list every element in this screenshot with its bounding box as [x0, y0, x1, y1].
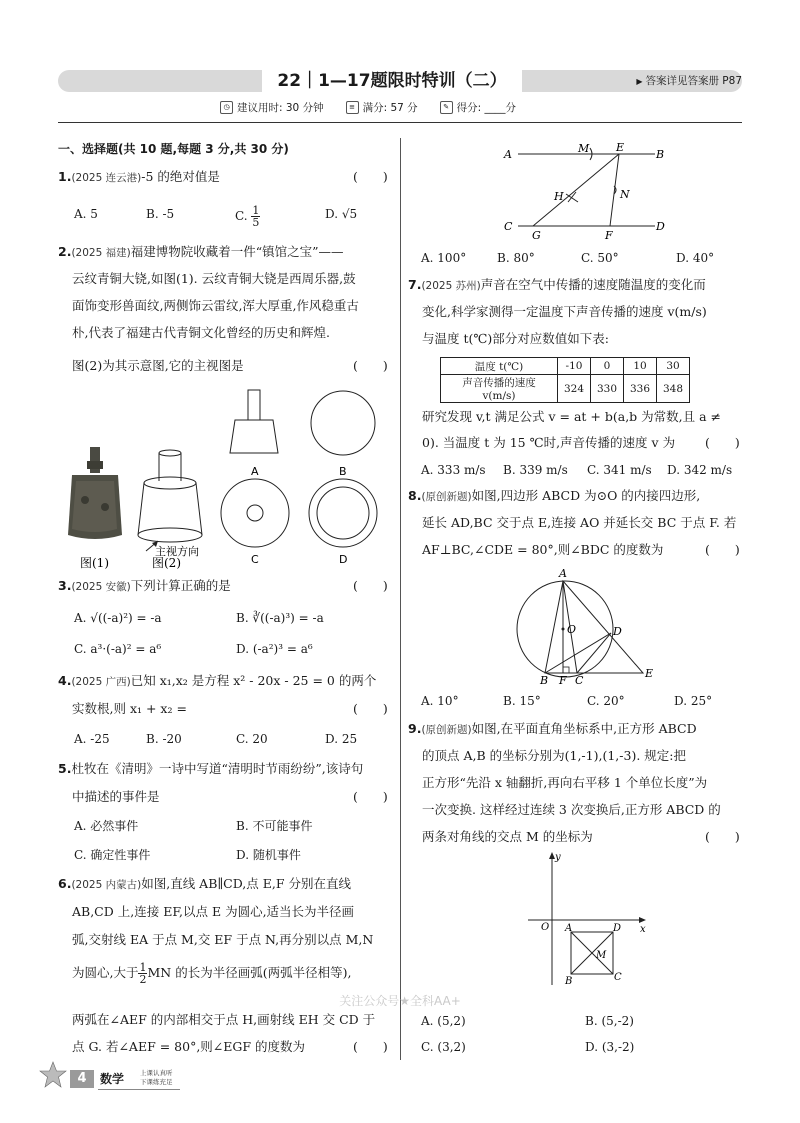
q4-option-c: C. 20: [236, 732, 268, 746]
q9-figure: [525, 850, 650, 990]
full-score: 满分: 57 分: [362, 101, 418, 114]
q1-option-b: B. -5: [146, 207, 175, 221]
table-cell: 324: [558, 375, 591, 403]
q9-line: 正方形“先沿 x 轴翻折,再向右平移 1 个单位长度”为: [422, 775, 708, 790]
q3-option-d: D. (-a²)³ = a⁶: [236, 642, 313, 656]
view-direction-label: 主视方向: [155, 545, 199, 558]
point-label: B: [656, 148, 665, 161]
q6-line: 弧,交射线 EA 于点 M,交 EF 于点 N,再分别以点 M,N: [72, 932, 374, 947]
answer-blank-1: ( ): [353, 169, 388, 184]
q9-option-c: C. (3,2): [421, 1040, 466, 1054]
q9-option-a: A. (5,2): [421, 1014, 466, 1028]
answer-blank-6: ( ): [353, 1039, 388, 1054]
subject-label: 数学: [100, 1072, 125, 1086]
q4-line: 实数根,则 x₁ + x₂ =: [72, 701, 187, 716]
q8-option-c: C. 20°: [587, 694, 625, 708]
point-label: B: [540, 674, 549, 685]
q4-option-a: A. -25: [74, 732, 110, 746]
header-divider: [58, 122, 742, 123]
q6-line: 为圆心,大于 $\frac{1}{2}$ MN 的长为半径画弧(两弧半径相等),: [72, 961, 352, 986]
point-label: C: [575, 674, 584, 685]
point-label: D: [656, 220, 665, 233]
q8-option-b: B. 15°: [503, 694, 541, 708]
point-label: F: [559, 674, 567, 685]
q5-line: 中描述的事件是: [72, 789, 160, 804]
q4-option-b: B. -20: [146, 732, 182, 746]
q2-figures: [60, 385, 400, 570]
q7-option-c: C. 341 m/s: [587, 463, 652, 477]
q8-option-a: A. 10°: [421, 694, 459, 708]
question-9: 9.(原创新题)如图,在平面直角坐标系中,正方形 ABCD: [408, 721, 697, 736]
point-label: C: [504, 220, 513, 233]
bell-schematic: [138, 450, 202, 542]
point-label: D: [613, 625, 622, 638]
q1-option-d: D. √5: [325, 207, 358, 221]
q7-option-b: B. 339 m/s: [503, 463, 568, 477]
point-label: E: [645, 667, 654, 680]
q3-option-a: A. √((-a)²) = -a: [74, 611, 162, 625]
point-label: A: [559, 567, 567, 580]
table-header: 声音传播的速度 v(m/s): [441, 375, 558, 403]
point-label: B: [565, 976, 573, 987]
q6-line: 两弧在∠AEF 的内部相交于点 H,画射线 EH 交 CD 于: [72, 1012, 376, 1027]
table-row: [441, 358, 690, 375]
point-label: N: [620, 188, 630, 201]
answer-blank-2: ( ): [353, 358, 388, 373]
point-label: E: [616, 141, 625, 154]
q3-option-b: B. ∛((-a)³) = -a: [236, 611, 324, 625]
q9-line: 两条对角线的交点 M 的坐标为: [422, 829, 593, 844]
page-number: 4: [70, 1070, 94, 1088]
footer-tagline: 上课认真听 下课练充足: [140, 1069, 173, 1086]
q4-option-d: D. 25: [325, 732, 358, 746]
q2-line: 图(2)为其示意图,它的主视图是: [72, 358, 244, 373]
point-label: G: [532, 229, 541, 240]
option-b-figure: [311, 391, 375, 455]
question-6: 6.(2025 内蒙古)如图,直线 AB∥CD,点 E,F 分别在直线: [58, 876, 351, 891]
table-cell: 336: [624, 375, 657, 403]
fig2-caption: 图(2): [152, 556, 181, 570]
q6-line: 点 G. 若∠AEF = 80°,则∠EGF 的度数为: [72, 1039, 306, 1054]
option-c-label: C: [251, 553, 259, 566]
page-title: 22｜1—17题限时特训（二）: [262, 70, 522, 92]
q3-option-c: C. a³·(-a)² = a⁶: [74, 642, 162, 656]
meta-row: [220, 98, 640, 116]
point-label: A: [504, 148, 512, 161]
table-header: 温度 t(℃): [441, 358, 558, 375]
option-a-figure: [230, 390, 278, 453]
question-1: 1.(2025 连云港)-5 的绝对值是: [58, 169, 220, 184]
axis-label: y: [555, 852, 561, 863]
option-a-label: A: [251, 465, 259, 478]
section-title: 一、选择题(共 10 题,每题 3 分,共 30 分): [58, 142, 289, 156]
bronze-bell-photo: [68, 447, 122, 539]
q8-option-d: D. 25°: [674, 694, 713, 708]
table-row: [441, 375, 690, 403]
watermark: 关注公众号★全科AA+: [339, 994, 461, 1008]
q5-option-a: A. 必然事件: [74, 819, 139, 833]
q7-option-d: D. 342 m/s: [667, 463, 733, 477]
answer-blank-9: ( ): [705, 829, 740, 844]
q6-line: AB,CD 上,连接 EF,以点 E 为圆心,适当长为半径画: [72, 904, 355, 919]
answer-blank-8: ( ): [705, 542, 740, 557]
q8-figure: [505, 565, 665, 685]
answer-blank-5: ( ): [353, 789, 388, 804]
option-d-label: D: [339, 553, 348, 566]
option-b-label: B: [339, 465, 347, 478]
table-cell: 30: [657, 358, 690, 375]
speed-table: [440, 357, 690, 403]
q7-line: 研究发现 v,t 满足公式 v = at + b(a,b 为常数,且 a ≠: [422, 409, 721, 424]
point-label: M: [596, 950, 607, 961]
point-label: O: [541, 922, 550, 933]
your-score: 得分: ____分: [456, 101, 517, 114]
q9-line: 一次变换. 这样经过连续 3 次变换后,正方形 ABCD 的: [422, 802, 721, 817]
clock-icon: ◷: [220, 101, 233, 114]
point-label: A: [565, 923, 573, 934]
point-label: M: [578, 142, 590, 155]
option-c-figure: [221, 479, 289, 547]
table-cell: 10: [624, 358, 657, 375]
fraction: $\frac{1}{2}$: [139, 961, 147, 986]
q6-option-d: D. 40°: [676, 251, 715, 265]
q2-line: 云纹青铜大铙,如图(1). 云纹青铜大铙是西周乐器,鼓: [72, 271, 356, 286]
suggested-time: 建议用时: 30 分钟: [237, 101, 324, 114]
q6-option-c: C. 50°: [581, 251, 619, 265]
point-label: O: [567, 623, 577, 636]
table-cell: 348: [657, 375, 690, 403]
point-label: C: [614, 972, 622, 983]
answer-blank-7: ( ): [705, 435, 740, 450]
option-d-figure: [309, 479, 377, 547]
question-8: 8.(原创新题)如图,四边形 ABCD 为⊙O 的内接四边形,: [408, 488, 701, 503]
question-7: 7.(2025 苏州)声音在空气中传播的速度随温度的变化而: [408, 277, 706, 292]
q1-option-c: C. $\frac{1}{5}$: [235, 204, 260, 229]
question-3: 3.(2025 安徽)下列计算正确的是: [58, 578, 231, 593]
q9-option-d: D. (3,-2): [585, 1040, 635, 1054]
q8-line: 延长 AD,BC 交于点 E,连接 AO 并延长交 BC 于点 F. 若: [422, 515, 737, 530]
q5-option-c: C. 确定性事件: [74, 848, 151, 862]
star-logo-icon: [38, 1060, 68, 1090]
score-icon: ≡: [346, 101, 359, 114]
question-2: 2.(2025 福建)福建博物院收藏着一件“镇馆之宝”——: [58, 244, 344, 259]
table-cell: 330: [591, 375, 624, 403]
point-label: D: [613, 923, 622, 934]
answer-reference: ▶ 答案详见答案册 P87: [636, 75, 742, 87]
q2-line: 朴,代表了福建古代青铜文化曾经的历史和辉煌.: [72, 325, 330, 340]
q6-figure: [500, 140, 670, 240]
pen-icon: ✎: [440, 101, 453, 114]
fig1-caption: 图(1): [80, 556, 109, 570]
q6-option-b: B. 80°: [497, 251, 535, 265]
table-cell: 0: [591, 358, 624, 375]
answer-blank-3: ( ): [353, 578, 388, 593]
question-5: 5.杜牧在《清明》一诗中写道“清明时节雨纷纷”,该诗句: [58, 761, 364, 776]
q5-option-d: D. 随机事件: [236, 848, 301, 862]
answer-blank-4: ( ): [353, 701, 388, 716]
fraction: $\frac{1}{5}$: [252, 204, 260, 229]
question-4: 4.(2025 广西)已知 x₁,x₂ 是方程 x² - 20x - 25 = 0 的两个: [58, 673, 377, 688]
q7-line: 与温度 t(℃)部分对应数值如下表:: [422, 331, 609, 346]
table-cell: -10: [558, 358, 591, 375]
column-divider: [400, 138, 401, 1060]
point-label: H: [554, 190, 564, 203]
q7-line: 变化,科学家测得一定温度下声音传播的速度 v(m/s): [422, 304, 707, 319]
q7-line: 0). 当温度 t 为 15 ℃时,声音传播的速度 v 为: [422, 435, 676, 450]
point-label: F: [605, 229, 613, 240]
footer-rule: [98, 1089, 180, 1090]
q5-option-b: B. 不可能事件: [236, 819, 313, 833]
q7-option-a: A. 333 m/s: [421, 463, 486, 477]
q2-line: 面饰变形兽面纹,两侧饰云雷纹,浑大厚重,作风稳重古: [72, 298, 359, 313]
q9-option-b: B. (5,-2): [585, 1014, 634, 1028]
q6-option-a: A. 100°: [421, 251, 467, 265]
q1-option-a: A. 5: [74, 207, 98, 221]
axis-label: x: [640, 924, 646, 935]
q8-line: AF⊥BC,∠CDE = 80°,则∠BDC 的度数为: [422, 542, 664, 557]
q9-line: 的顶点 A,B 的坐标分别为(1,-1),(1,-3). 规定:把: [422, 748, 686, 763]
